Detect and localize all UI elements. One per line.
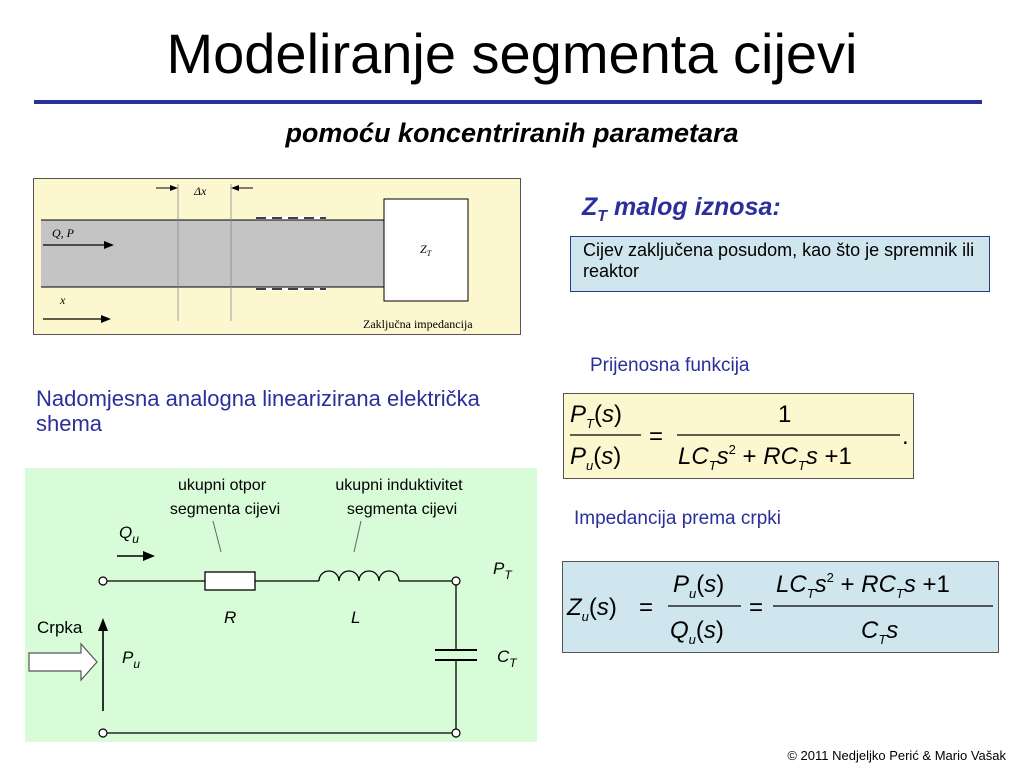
transfer-function-label: Prijenosna funkcija (590, 355, 750, 376)
transfer-function-equation (564, 394, 915, 480)
delta-x-label: Δx (194, 184, 207, 198)
svg-text:=: = (749, 594, 764, 621)
svg-text:=: = (649, 423, 664, 450)
pipe-diagram (34, 179, 522, 336)
equivalent-scheme-label: Nadomjesna analogna linearizirana električka shema (36, 386, 480, 436)
x-label: x (60, 293, 66, 307)
pump-label: Crpka (37, 618, 83, 637)
svg-text:=: = (639, 594, 654, 621)
svg-text:.: . (902, 423, 909, 450)
qu-label: $Q_u$ (119, 523, 139, 546)
input-terminal-bottom (99, 729, 107, 737)
flow-label: Q, P (52, 226, 74, 240)
input-terminal-top (99, 577, 107, 585)
pipe-figure (33, 178, 521, 335)
output-terminal-bottom (452, 729, 460, 737)
svg-text:Zu(s): $Z_u(s)$ (567, 594, 617, 624)
impedance-equation (563, 562, 1000, 654)
inductor-L (319, 571, 399, 581)
zt-box-label: $Z_T$ (420, 242, 432, 258)
svg-text:PT(s): $P_T(s)$ (570, 401, 622, 431)
inductor-label: L (351, 608, 361, 627)
svg-text:Pu(s): $P_u(s)$ (570, 443, 622, 473)
zt-heading: $Z_T$ malog iznosa: (582, 193, 781, 225)
slide-subtitle: pomoću koncentriranih parametara (285, 118, 739, 148)
pu-label: $P_u$ (122, 648, 141, 671)
terminal-impedance-caption: Zaključna impedancija (363, 317, 473, 331)
impedance-label: Impedancija prema crpki (574, 508, 781, 529)
title-divider (34, 100, 982, 104)
pipe-body (41, 220, 386, 287)
slide-title: Modeliranje segmenta cijevi (166, 22, 858, 85)
pump-arrow (29, 644, 97, 680)
resistor-R (205, 572, 255, 590)
transfer-function-formula (563, 393, 914, 479)
circuit-diagram (25, 468, 537, 742)
resistance-pointer (213, 521, 221, 552)
terminal-description: Cijev zaključena posudom, kao što je spremnik ili reaktor (570, 236, 990, 292)
inductance-note-line1: ukupni induktivitet (335, 477, 463, 494)
resistance-note-line1: ukupni otpor (177, 477, 267, 494)
copyright-footer: © 2011 Nedjeljko Perić & Mario Vašak (787, 748, 1006, 763)
svg-text:Pu(s): $P_u(s)$ (673, 571, 725, 601)
inductance-pointer (354, 521, 361, 552)
impedance-formula (562, 561, 999, 653)
svg-text:Qu(s): $Q_u(s)$ (670, 617, 724, 647)
ct-label: $C_T$ (497, 647, 517, 670)
svg-text:CTs: $C_Ts$ (861, 617, 899, 647)
svg-text:LCTs2 + RCTs +1: $LC_Ts^2 + RC_Ts +1$ (678, 442, 852, 473)
output-terminal-top (452, 577, 460, 585)
resistance-note-line2: segmenta cijevi (169, 501, 281, 518)
inductance-note-line2: segmenta cijevi (346, 501, 458, 518)
resistor-label: R (224, 608, 237, 627)
equivalent-circuit (25, 468, 537, 742)
svg-text:1: 1 (778, 401, 792, 428)
svg-text:LCTs2 + RCTs +1: $LC_Ts^2 + RC_Ts +1$ (776, 570, 950, 601)
pt-label: $P_T$ (493, 559, 512, 582)
